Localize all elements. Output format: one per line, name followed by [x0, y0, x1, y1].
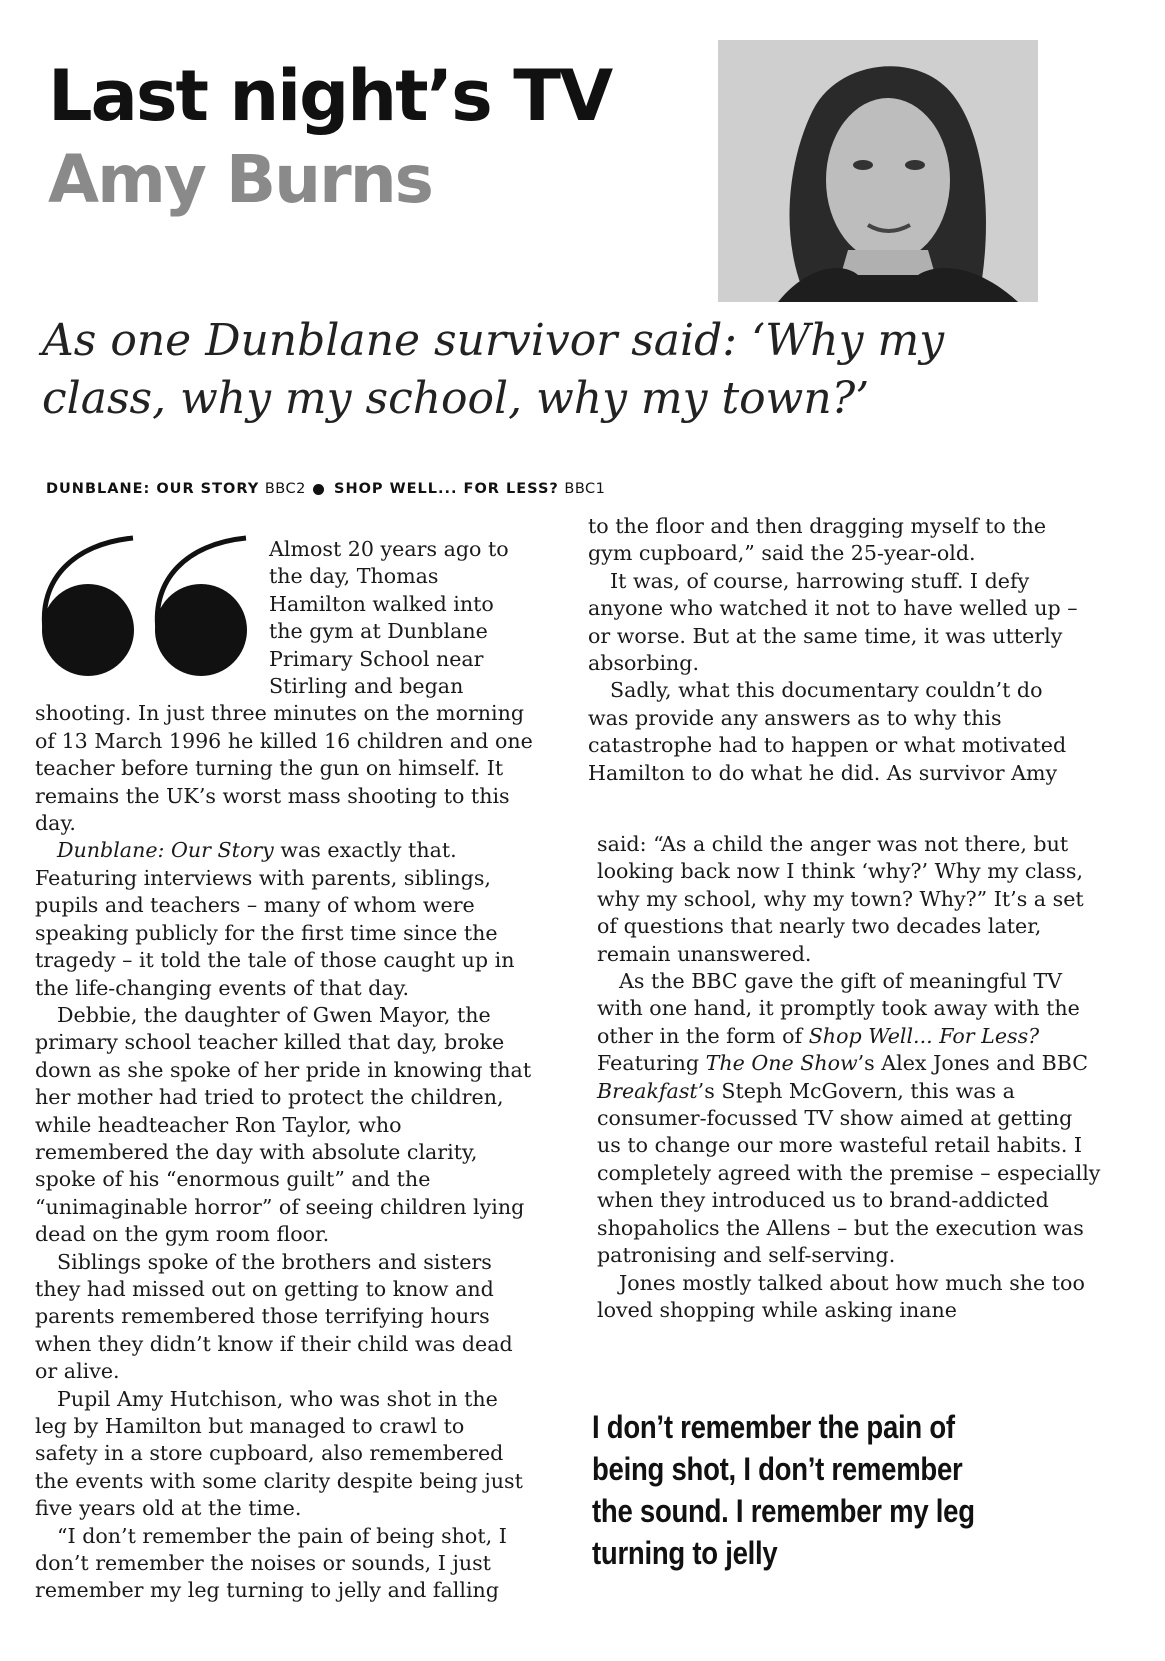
paragraph: Siblings spoke of the brothers and sisters they had missed out on getting to know and parents remembered those terrifying hours when they didn’t know if their child was dead or alive.: [35, 1249, 513, 1384]
programme-title: Dunblane: Our Story: [57, 838, 274, 863]
pull-quote: I don’t remember the pain of being shot, I don’t remember the sound. I remember my leg turning to jelly: [592, 1409, 975, 1571]
article-column-2-bottom: [597, 831, 1102, 1324]
paragraph-text: ’s Alex Jones and BBC: [857, 1051, 1088, 1076]
paragraph: said: “As a child the anger was not there, but looking back now I think ‘why?’ Why my class, why my school, why my town? Why?” It’s a set of questions that nearly two decades later, remain unanswered.: [597, 832, 1084, 966]
programme-title: The One Show: [705, 1051, 858, 1076]
paragraph: [35, 837, 533, 1001]
paragraph-text: As the BBC gave the gift of meaningful TV with one hand, it promptly took away with the other in the form of: [597, 969, 1080, 1048]
programme-name: SHOP WELL... FOR LESS?: [334, 481, 559, 497]
author-photo: [718, 40, 1038, 302]
paragraph: It was, of course, harrowing stuff. I defy anyone who watched it not to have welled up – or worse. But at the same time, it was utterly absorbing.: [588, 568, 1078, 676]
paragraph: Debbie, the daughter of Gwen Mayor, the primary school teacher killed that day, broke down as she spoke of her pride in knowing that her mother had tried to protect the children, while headteacher Ron Taylor, who remembered the day with absolute clarity, spoke of his “enormous guilt” and the “unimaginable horror” of seeing children lying dead on the gym room floor.: [35, 1002, 532, 1247]
paragraph-text: Featuring: [597, 1051, 706, 1076]
paragraph: Pupil Amy Hutchison, who was shot in the leg by Hamilton but managed to crawl to safety in a store cupboard, also remembered the events with some clarity despite being just five years old at the time.: [35, 1386, 523, 1521]
paragraph-text: ’s Steph McGovern, this was a consumer-focussed TV show aimed at getting us to change our more wasteful retail habits. I completely agreed with the premise – especially when they introduced us to brand-addicted shopaholics the Allens – but the execution was patronising and self-serving.: [597, 1078, 1101, 1268]
programme-title: Shop Well... For Less?: [808, 1023, 1040, 1048]
programme-channel: BBC2: [264, 481, 306, 497]
programme-title: Breakfast: [597, 1078, 698, 1103]
section-title: Last night’s TV: [48, 55, 612, 137]
paragraph: “I don’t remember the pain of being shot, I don’t remember the noises or sounds, I just remember my leg turning to jelly and falling: [35, 1523, 507, 1603]
bullet-dot: [313, 484, 324, 495]
article-column-1: [35, 536, 533, 1605]
paragraph-text: was exactly that. Featuring interviews with parents, siblings, pupils and teachers – many of whom were speaking publicly for the first time since the tragedy – it told the tale of those caught up in the life-changing events of that day.: [35, 838, 515, 1000]
programme-name: DUNBLANE: OUR STORY: [46, 481, 260, 497]
headline: As one Dunblane survivor said: ‘Why my class, why my school, why my town?’: [42, 315, 945, 424]
paragraph: Almost 20 years ago to the day, Thomas Hamilton walked into the gym at Dunblane Primary School near Stirling and began shooting. In just three minutes on the morning of 13 March 1996 he killed 16 children and one teacher before turning the gun on himself. It remains the UK’s worst mass shooting to this day.: [35, 537, 533, 836]
programme-channel: BBC1: [564, 481, 606, 497]
paragraph: Sadly, what this documentary couldn’t do was provide any answers as to why this catastrophe had to happen or what motivated Hamilton to do what he did. As survivor Amy: [588, 678, 1067, 785]
paragraph: [597, 968, 1102, 1269]
paragraph: Jones mostly talked about how much she too loved shopping while asking inane: [597, 1270, 1085, 1322]
article-column-2-top: [588, 513, 1088, 787]
programme-line: [46, 481, 786, 497]
author-byline: Amy Burns: [48, 141, 432, 218]
quote-mark-icon: [33, 530, 261, 686]
paragraph: to the floor and then dragging myself to the gym cupboard,” said the 25-year-old.: [588, 514, 1047, 566]
